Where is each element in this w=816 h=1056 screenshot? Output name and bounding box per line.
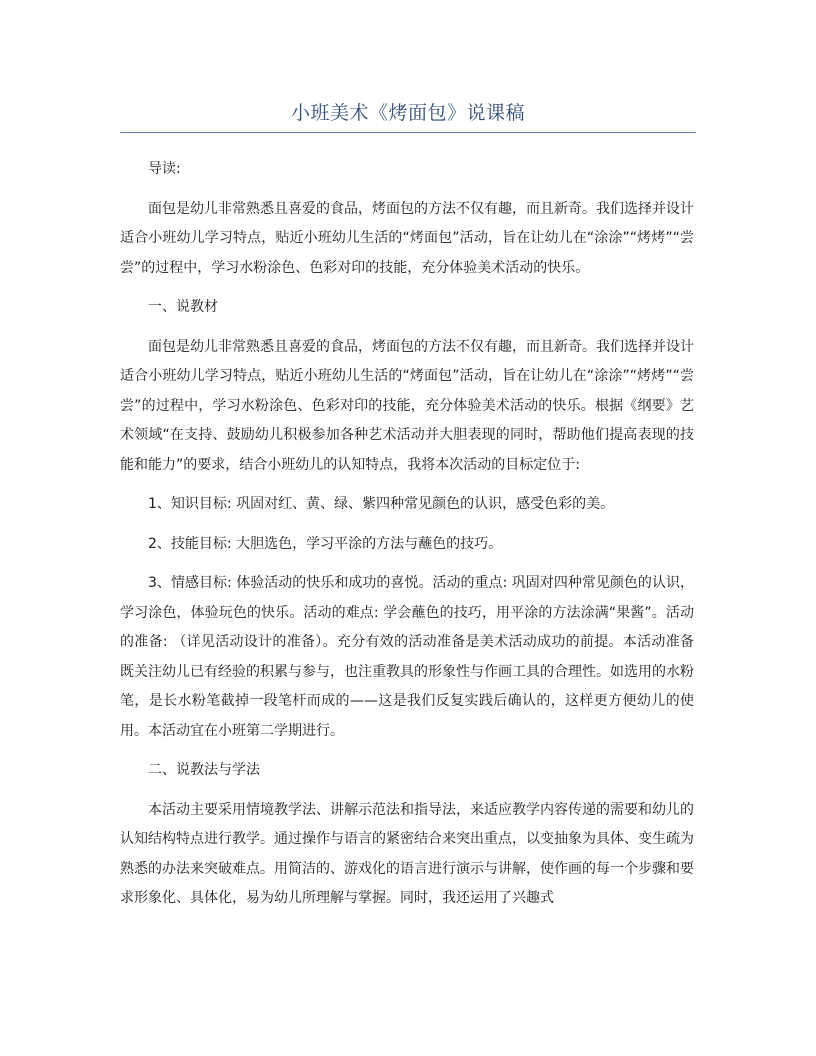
goal-knowledge: 1、知识目标: 巩固对红、黄、绿、紫四种常见颜色的认识，感受色彩的美。 xyxy=(148,496,615,512)
goal-skill: 2、技能目标: 大胆选色，学习平涂的方法与蘸色的技巧。 xyxy=(148,535,503,552)
paragraph-intro-heading: 导读: xyxy=(148,161,181,177)
document-title: 小班美术《烤面包》说课稿 xyxy=(290,102,525,124)
title-underline xyxy=(120,132,696,133)
document-body xyxy=(120,155,694,924)
paragraph-intro: 面包是幼儿非常熟悉且喜爱的食品，烤面包的方法不仅有趣，而且新奇。我们选择并设计适合小班幼儿学习特点，贴近小班幼儿生活的“烤面包”活动，旨在让幼儿在“涂涂”“烤烤”“尝尝”的过程中，学习水粉涂色、色彩对印的技能，充分体验美术活动的快乐。 xyxy=(120,200,694,276)
section-heading-teaching-material: 一、说教材 xyxy=(148,299,218,315)
section-heading-methods: 二、说教法与学法 xyxy=(148,762,260,778)
paragraph-teaching-material: 面包是幼儿非常熟悉且喜爱的食品，烤面包的方法不仅有趣，而且新奇。我们选择并设计适合小班幼儿学习特点，贴近小班幼儿生活的“烤面包”活动，旨在让幼儿在“涂涂”“烤烤”“尝尝”的过程中，学习水粉涂色、色彩对印的技能，充分体验美术活动的快乐。根据《纲要》艺术领域“在支持、鼓励幼儿积极参加各种艺术活动并大胆表现的同时，帮助他们提高表现的技能和能力”的要求，结合小班幼儿的认知特点，我将本次活动的目标定位于: xyxy=(120,338,694,473)
paragraph-methods: 本活动主要采用情境教学法、讲解示范法和指导法，来适应教学内容传递的需要和幼儿的认知结构特点进行教学。通过操作与语言的紧密结合来突出重点，以变抽象为具体、变生疏为熟悉的办法来突破难点。用简洁的、游戏化的语言进行演示与讲解，使作画的每一个步骤和要求形象化、具体化，易为幼儿所理解与掌握。同时，我还运用了兴趣式 xyxy=(120,801,694,906)
goal-emotion: 3、情感目标: 体验活动的快乐和成功的喜悦。活动的重点: 巩固对四种常见颜色的认识，学习涂色，体验玩色的快乐。活动的难点: 学会蘸色的技巧，用平涂的方法涂满“果酱”。活动的准备: （详见活动设计的准备）。充分有效的活动准备是美术活动成功的前提。本活动准备既关注幼儿已有经验的积累与参与，也注重教具的形象性与作画工具的合理性。如选用的水粉笔，是长水粉笔截掉一段笔杆而成的——这是我们反复实践后确认的，这样更方便幼儿的使用。本活动宜在小班第二学期进行。 xyxy=(120,575,694,739)
